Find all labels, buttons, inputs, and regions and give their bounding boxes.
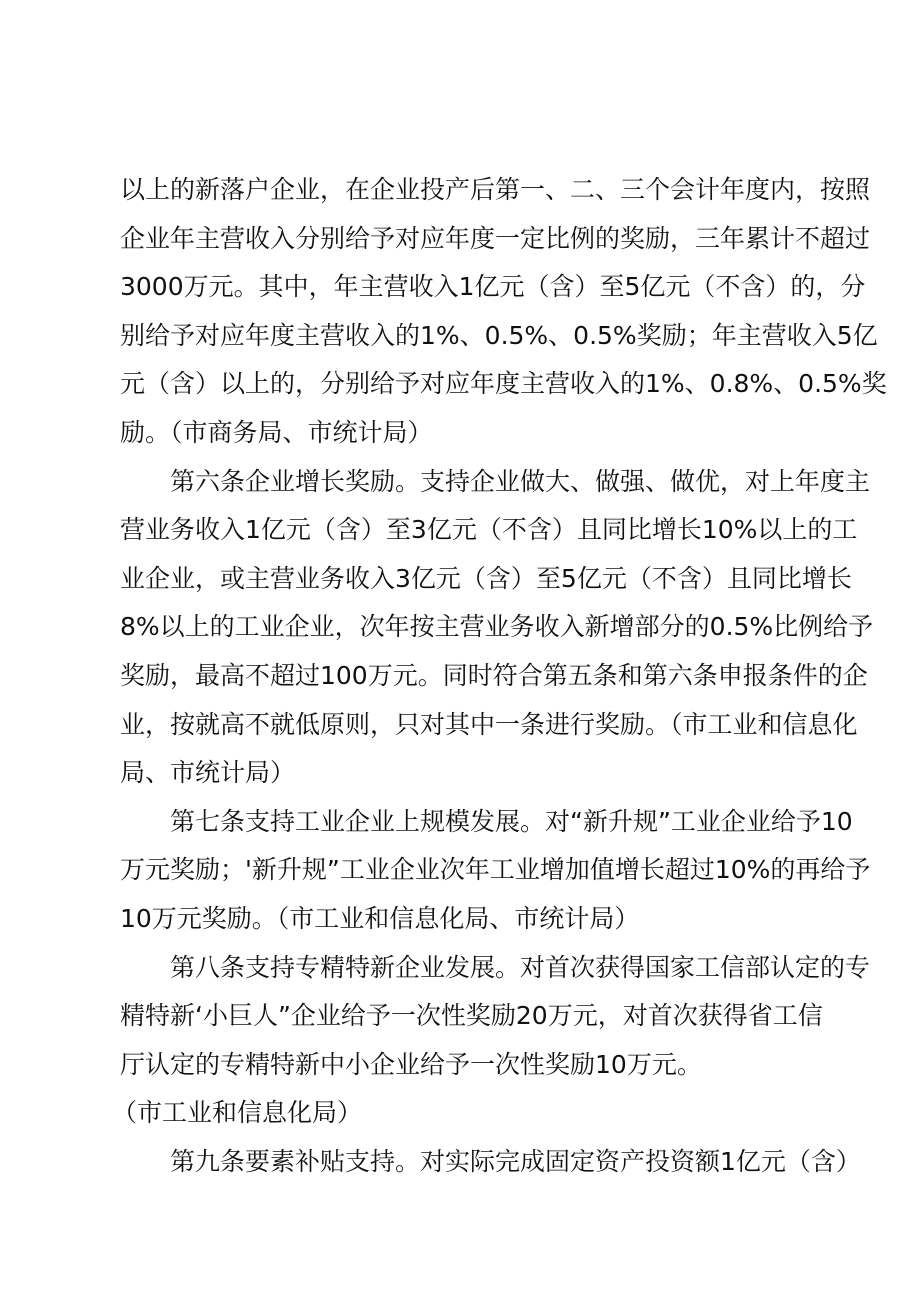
text-line: 企业年主营收入分别给予对应年度一定比例的奖励，三年累计不超过 xyxy=(120,223,871,253)
text-line: 业，按就高不就低原则，只对其中一条进行奖励。（市工业和信息化 xyxy=(120,709,858,739)
text-line: 精特新‘小巨人”企业给予一次性奖励20万元，对首次获得省工信 xyxy=(120,1001,823,1031)
article-8-heading-line: 第八条支持专精特新企业发展。对首次获得国家工信部认定的专 xyxy=(170,952,871,982)
text-line: 元（含）以上的，分别给予对应年度主营收入的1%、0.8%、0.5%奖 xyxy=(120,369,887,399)
article-7-heading-line: 第七条支持工业企业上规模发展。对“新升规”工业企业给予10 xyxy=(170,806,853,836)
text-line: （市工业和信息化局） xyxy=(112,1098,363,1128)
text-line: 8%以上的工业企业，次年按主营业务收入新增部分的0.5%比例给予 xyxy=(120,612,874,642)
document-body xyxy=(112,166,887,1186)
text-line: 别给予对应年度主营收入的1%、0.5%、0.5%奖励；年主营收入5亿 xyxy=(120,320,878,350)
text-line: 业企业，或主营业务收入3亿元（含）至5亿元（不含）且同比增长 xyxy=(120,563,852,593)
text-line: 厅认定的专精特新中小企业给予一次性奖励10万元。 xyxy=(120,1049,702,1079)
text-line: 万元奖励；'新升规”工业企业次年工业增加值增长超过10%的再给予 xyxy=(120,855,871,885)
text-line: 10万元奖励。（市工业和信息化局、市统计局） xyxy=(120,903,640,933)
text-line: 局、市统计局） xyxy=(120,758,296,788)
article-6-heading-line: 第六条企业增长奖励。支持企业做大、做强、做优，对上年度主 xyxy=(170,466,871,496)
text-line: 3000万元。其中，年主营收入1亿元（含）至5亿元（不含）的，分 xyxy=(120,272,866,302)
text-line: 励。（市商务局、市统计局） xyxy=(120,417,433,447)
text-line: 奖励，最高不超过100万元。同时符合第五条和第六条申报条件的企 xyxy=(120,660,868,690)
text-line: 营业务收入1亿元（含）至3亿元（不含）且同比增长10%以上的工 xyxy=(120,515,858,545)
article-9-heading-line: 第九条要素补贴支持。对实际完成固定资产投资额1亿元（含） xyxy=(170,1146,861,1176)
text-line: 以上的新落户企业，在企业投产后第一、二、三个会计年度内，按照 xyxy=(120,175,871,204)
